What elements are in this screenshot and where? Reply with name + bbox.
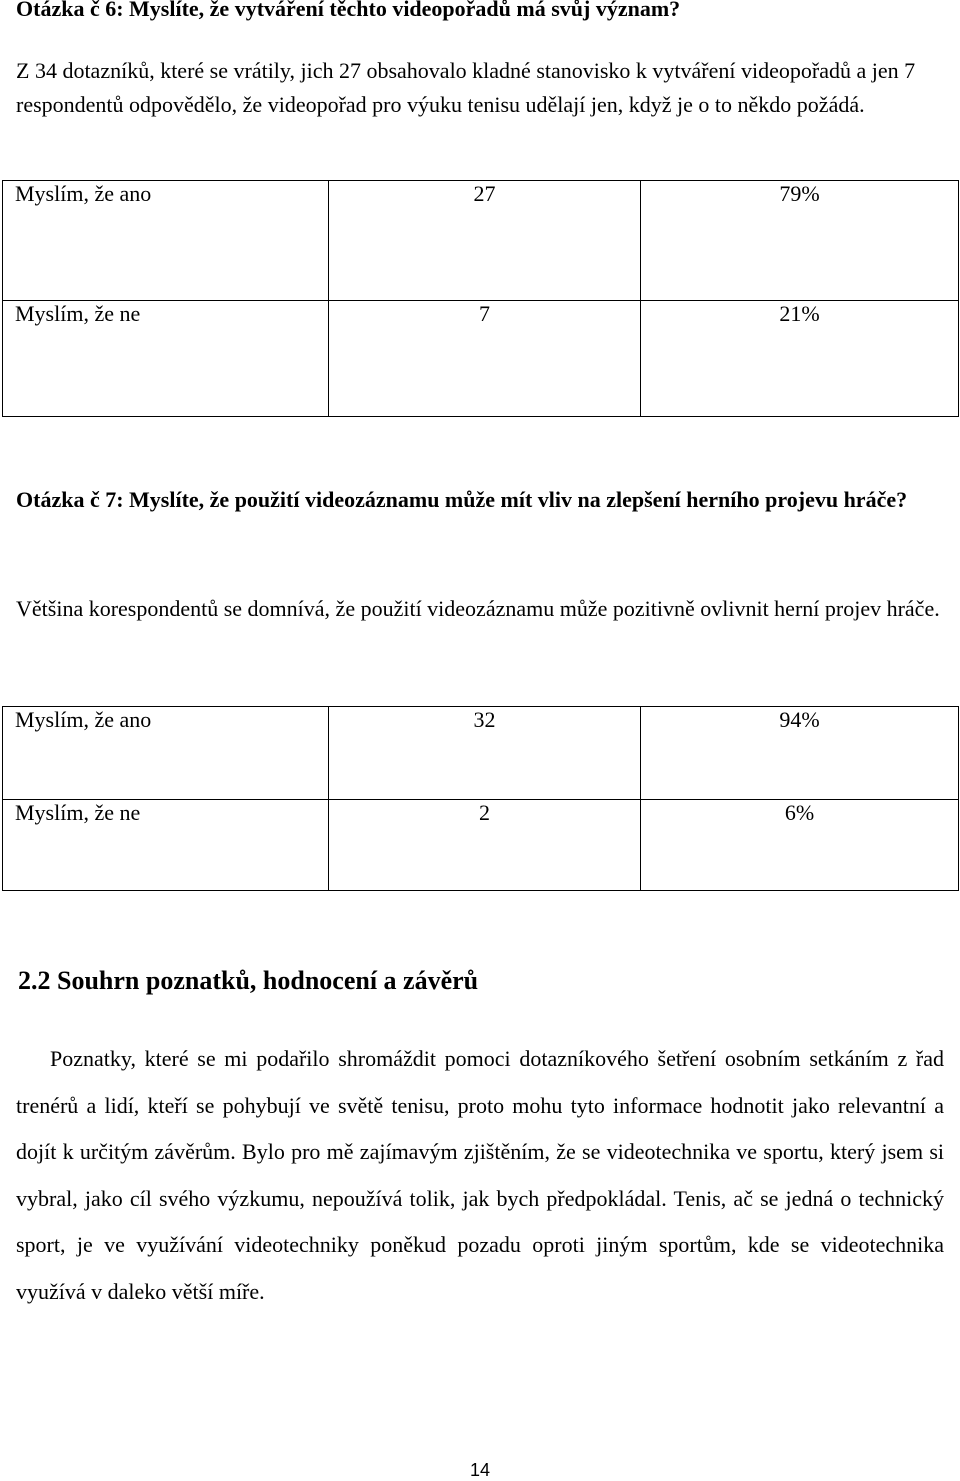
q6-row-2-label: Myslím, že ne: [15, 301, 141, 326]
table-row: [3, 707, 959, 800]
q7-row-2-label: Myslím, že ne: [15, 800, 141, 825]
q7-row-2-count: 2: [479, 800, 490, 825]
section-title: 2.2 Souhrn poznatků, hodnocení a závěrů: [18, 966, 479, 995]
table-row: [3, 301, 959, 417]
page-number: 14: [469, 1460, 491, 1480]
q7-row-1-percent: 94%: [779, 707, 820, 732]
q6-results-table: [2, 180, 959, 417]
q6-row-1-percent: 79%: [779, 181, 820, 206]
q6-paragraph: Z 34 dotazníků, které se vrátily, jich 27 obsahovalo kladné stanovisko k vytváření videopořadů a jen 7 respondentů odpovědělo, že videopořad pro výuku tenisu udělají jen, když je o to někdo požádá.: [16, 58, 916, 117]
q6-row-2-count: 7: [479, 301, 490, 326]
q6-row-2-percent: 21%: [779, 301, 820, 326]
q6-row-1-count: 27: [473, 181, 496, 206]
table-row: [3, 181, 959, 301]
q6-title: Otázka č 6: Myslíte, že vytváření těchto videopořadů má svůj význam?: [16, 0, 681, 21]
q7-row-2-percent: 6%: [784, 800, 815, 825]
q7-title: Otázka č 7: Myslíte, že použití videozáznamu může mít vliv na zlepšení herního projevu hráče?: [16, 487, 908, 512]
q6-row-1-label: Myslím, že ano: [15, 181, 152, 206]
q7-results-table: [2, 706, 959, 891]
q7-row-1-label: Myslím, že ano: [15, 707, 152, 732]
q7-paragraph: Většina korespondentů se domnívá, že použití videozáznamu může pozitivně ovlivnit herní projev hráče.: [16, 596, 940, 621]
table-row: [3, 800, 959, 891]
q7-row-1-count: 32: [473, 707, 496, 732]
summary-paragraph: Poznatky, které se mi podařilo shromáždit pomoci dotazníkového šetření osobním setkáním z řad trenérů a lidí, kteří se pohybují ve světě tenisu, proto mohu tyto informace hodnotit jako relevantní a dojít k určitým závěrům. Bylo pro mě zajímavým zjištěním, že se videotechnika ve sportu, který jsem si vybral, jako cíl svého výzkumu, nepoužívá tolik, jak bych předpokládal. Tenis, ač se jedná o technický sport, je ve využívání videotechniky poněkud pozadu oproti jiným sportům, kde se videotechnika využívá v daleko větší míře.: [16, 1046, 944, 1304]
